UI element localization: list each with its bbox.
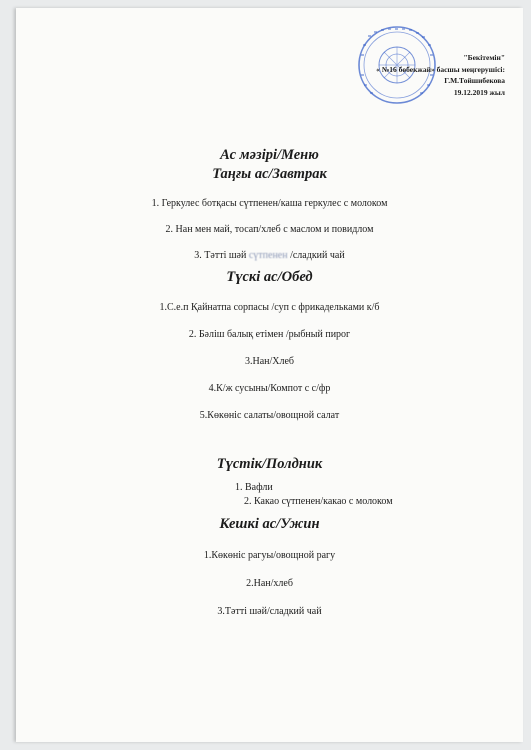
- lunch-section: [16, 268, 523, 422]
- list-item: 2. Какао сүтпенен/какао с молоком: [244, 496, 393, 507]
- covered-text: сүтпенен: [248, 250, 288, 261]
- lunch-heading: Түскі ас/Обед: [226, 269, 313, 285]
- list-item: 1.Көкөніс рагуы/овощной рагу: [203, 550, 336, 561]
- snack-list: [16, 481, 523, 509]
- list-item: 1.С.е.п Қайнатпа сорпасы /суп с фрикадельками к/б: [159, 302, 380, 313]
- dinner-section: [16, 515, 523, 618]
- list-item: 2. Бәліш балық етімен /рыбный пирог: [188, 329, 351, 340]
- breakfast-heading: Таңғы ас/Завтрак: [212, 166, 327, 182]
- approval-signatory: Г.М.Тойшибекова: [444, 76, 505, 86]
- list-item: 4.К/ж сусыны/Компот с с/фр: [208, 383, 331, 394]
- approval-heading: "Бекітемін": [463, 53, 505, 62]
- dinner-heading: Кешкі ас/Ужин: [219, 516, 320, 532]
- breakfast-section: [16, 165, 523, 262]
- list-item: 3.Нан/Хлеб: [244, 356, 295, 367]
- snack-heading: Түстік/Полдник: [216, 456, 323, 472]
- document-page: [16, 8, 523, 742]
- approval-date: 19.12.2019 жыл: [453, 87, 505, 97]
- approval-institution: « №16 бөбекжай» басшы меңгерушісі:: [376, 64, 505, 74]
- menu-title: Ас мәзірі/Меню: [220, 147, 319, 163]
- menu-body: [16, 146, 523, 618]
- list-item: 2. Нан мен май, тосап/хлеб с маслом и повидлом: [165, 224, 374, 235]
- list-item: [16, 249, 523, 262]
- list-item: 5.Көкөніс салаты/овощной салат: [199, 410, 340, 421]
- list-item: 2.Нан/хлеб: [246, 578, 293, 589]
- item-text-prefix: 3. Тәтті шәй: [194, 250, 249, 261]
- list-item: 1. Геркулес ботқасы сүтпенен/каша геркулес с молоком: [151, 198, 388, 209]
- item-text-suffix: /сладкий чай: [287, 250, 345, 261]
- approval-block: [315, 52, 505, 99]
- list-item: 1. Вафли: [235, 482, 273, 493]
- snack-section: [16, 455, 523, 509]
- list-item: 3.Тәтті шәй/сладкий чай: [217, 606, 322, 617]
